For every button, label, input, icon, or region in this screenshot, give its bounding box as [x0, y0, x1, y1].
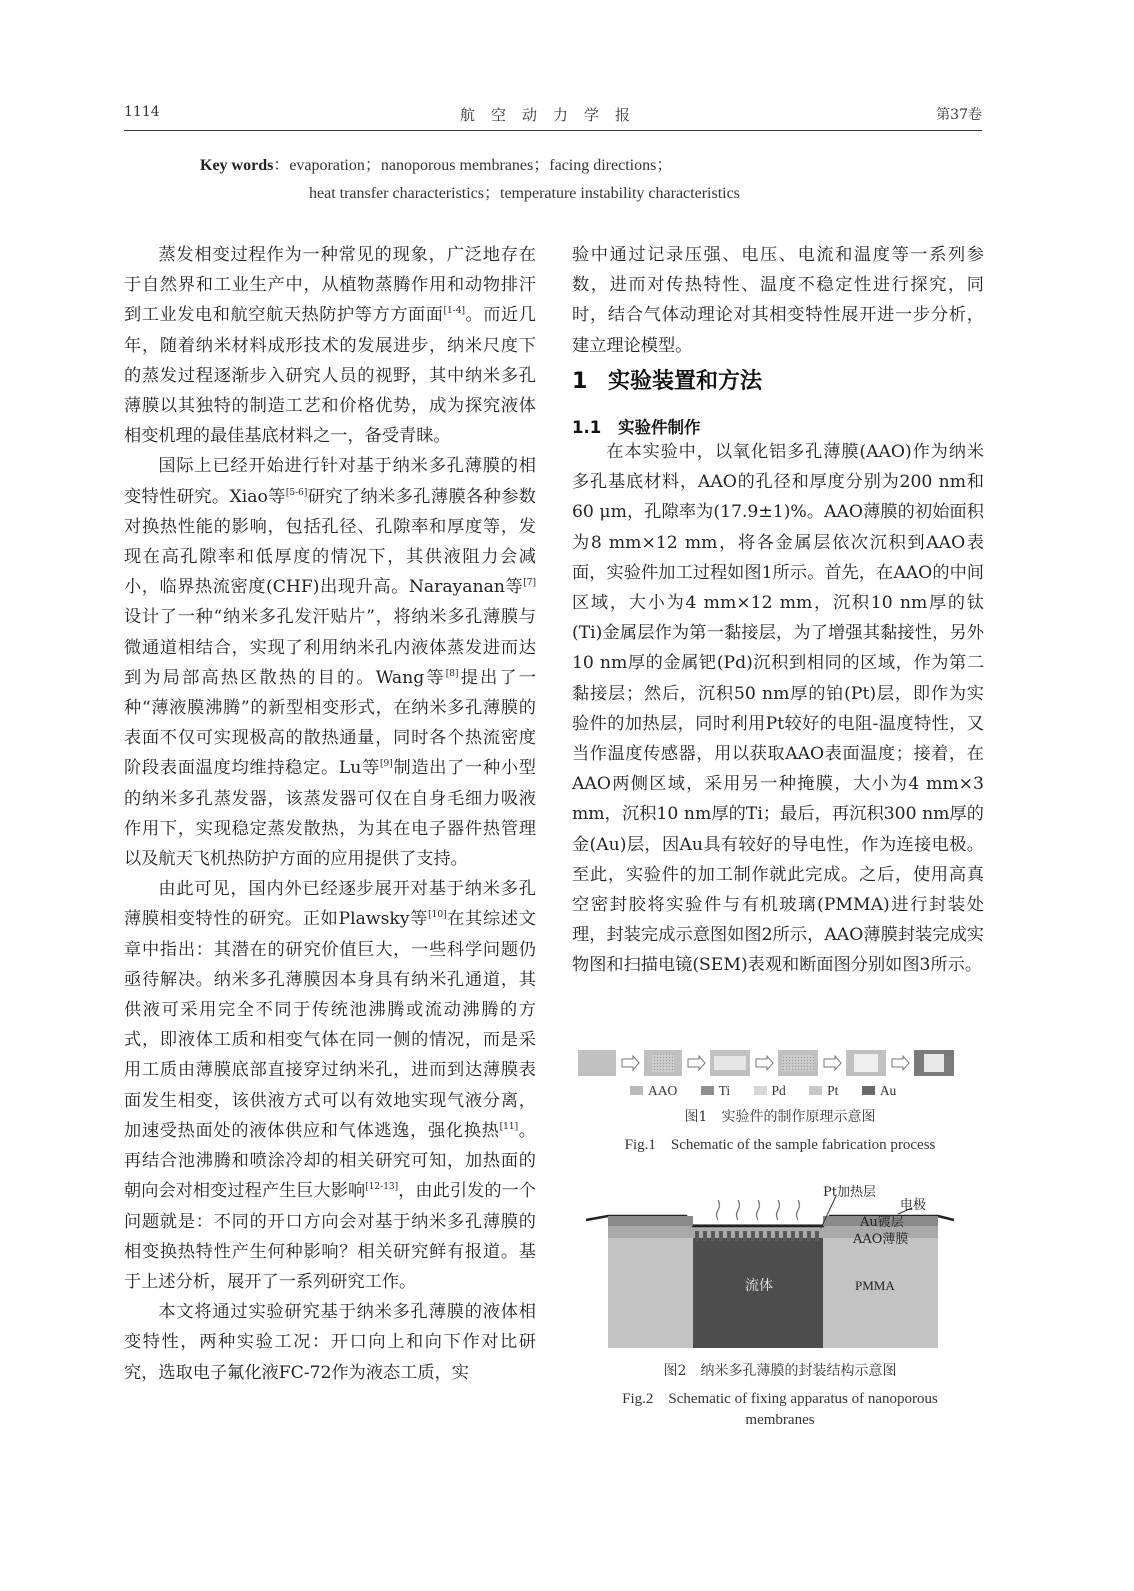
process-step-ti-side	[846, 1050, 886, 1076]
section-title: 实验装置和方法	[608, 369, 763, 394]
page-number: 1114	[124, 104, 160, 120]
text-run: 提出了一种“薄液膜沸腾”的新型相变形式，在纳米多孔薄膜的表面不仅可实现极高的散热通量，同时各个热流密度阶段表面温度均维持稳定。Lu等	[124, 667, 536, 779]
text-run: 制造出了一种小型的纳米多孔蒸发器，该蒸发器可仅在自身毛细力吸液作用下，实现稳定蒸发散热，为其在电子器件热管理以及航天飞机热防护方面的应用提供了支持。	[124, 758, 536, 870]
arrow-icon	[756, 1056, 773, 1070]
text-run: 在其综述文章中指出：其潜在的研究价值巨大，一些科学问题仍亟待解决。纳米多孔薄膜因本身具有纳米孔通道，其供液可采用完全不同于传统池沸腾或流动沸腾的方式，即液体工质和相变气体在同一侧的情况，而是采用工质由薄膜底部直接穿过纳米孔，进而到达薄膜表面发生相变，该供液方式可以有效地实现气液分离，加速受热面处的液体供应和气体逃逸，强化换热	[124, 909, 536, 1141]
process-step-pt	[778, 1050, 818, 1076]
citation-ref: [8]	[445, 668, 459, 679]
legend-item-au	[862, 1083, 897, 1099]
citation-ref: [9]	[379, 759, 393, 770]
legend-item-pd	[754, 1083, 786, 1099]
text-run: 蒸发相变过程作为一种常见的现象，广泛地存在于自然界和工业生产中，从植物蒸腾作用和动物排汗到工业发电和航空航天热防护等方方面面	[124, 245, 536, 326]
figure1-caption-cn: 图1 实验件的制作原理示意图	[684, 1109, 876, 1125]
fabrication-process-figure	[578, 1044, 978, 1084]
legend-swatch	[630, 1086, 643, 1095]
page-header	[124, 104, 982, 128]
citation-ref: [12-13]	[365, 1182, 399, 1193]
left-column	[124, 240, 536, 1388]
arrow-icon	[824, 1056, 841, 1070]
label-au-layer: Au镀层	[860, 1215, 904, 1230]
text-run: 研究了纳米多孔薄膜各种参数对换热性能的影响，包括孔径、孔隙率和厚度等，发现在高孔隙率和低厚度的情况下，其供液阻力会减小，临界热流密度(CHF)出现升高。Narayanan等	[124, 486, 536, 598]
citation-ref: [5-6]	[285, 487, 308, 498]
label-electrode: 电极	[900, 1198, 927, 1213]
arrow-icon	[688, 1056, 705, 1070]
process-step-pd	[710, 1050, 750, 1076]
section-number: 1	[572, 369, 588, 394]
label-pt-layer: Pt加热层	[823, 1185, 876, 1200]
legend-swatch	[809, 1086, 822, 1095]
subsection-title: 实验件制作	[618, 418, 701, 437]
figure1-caption-en: Fig.1 Schematic of the sample fabrication process	[624, 1137, 936, 1153]
vapor-icon	[717, 1200, 800, 1220]
citation-ref: [7]	[523, 578, 536, 589]
text-run: 。而近几年，随着纳米材料成形技术的发展进步，纳米尺度下的蒸发过程逐渐步入研究人员的视野，其中纳米多孔薄膜以其独特的制造工艺和价格优势，成为探究液体相变机理的最佳基底材料之一，备受青睐。	[124, 305, 536, 447]
journal-title: 航空动力学报	[459, 106, 646, 124]
process-step-ti	[644, 1050, 682, 1076]
legend-label: Ti	[718, 1083, 731, 1098]
text-run: 国际上已经开始进行针对基于纳米多孔薄膜的相变特性研究。Xiao等	[124, 456, 536, 507]
subsection-heading	[572, 414, 701, 438]
paragraph: 验中通过记录压强、电压、电流和温度等一系列参数，进而对传热特性、温度不稳定性进行探究，同时，结合气体动理论对其相变特性展开进一步分析，建立理论模型。	[572, 245, 984, 356]
citation-ref: [11]	[499, 1121, 519, 1132]
right-column-top	[572, 240, 984, 361]
legend-label: Au	[879, 1083, 897, 1098]
label-pmma: PMMA	[855, 1278, 895, 1293]
keywords-text-1: ：evaporation；nanoporous membranes；facing directions；	[273, 157, 673, 174]
packaging-structure-figure	[578, 1182, 978, 1352]
citation-ref: [10]	[428, 910, 447, 921]
legend-label: AAO	[648, 1083, 678, 1098]
arrow-icon	[892, 1056, 909, 1070]
legend-label: Pt	[827, 1083, 839, 1098]
arrow-icon	[622, 1056, 639, 1070]
figure1-legend	[630, 1083, 916, 1099]
legend-item-ti	[701, 1083, 731, 1099]
legend-swatch	[862, 1086, 875, 1095]
legend-item-pt	[809, 1083, 838, 1099]
section-heading	[572, 364, 762, 395]
legend-label: Pd	[771, 1083, 786, 1098]
process-step-aao	[578, 1050, 616, 1076]
header-rule	[124, 130, 982, 131]
paragraph	[124, 240, 536, 451]
keywords-block	[200, 152, 740, 208]
volume-label: 第37卷	[936, 107, 982, 123]
paragraph: 本文将通过实验研究基于纳米多孔薄膜的液体相变特性，两种实验工况：开口向上和向下作对比研究，选取电子氟化液FC-72作为液态工质，实	[124, 1302, 536, 1383]
figure2-caption-en-2: membranes	[745, 1412, 815, 1428]
figure2-caption-cn: 图2 纳米多孔薄膜的封装结构示意图	[663, 1363, 897, 1379]
text-run: 由此可见，国内外已经逐步展开对基于纳米多孔薄膜相变特性的研究。正如Plawsky等	[124, 879, 536, 930]
text-run: 设计了一种“纳米多孔发汗贴片”，将纳米多孔薄膜与微通道相结合，实现了利用纳米孔内液体蒸发进而达到为局部高热区散热的目的。Wang等	[124, 607, 536, 688]
paragraph	[124, 451, 536, 874]
citation-ref: [1-4]	[443, 306, 465, 317]
right-column-body	[572, 437, 984, 981]
keywords-label: Key words	[200, 157, 274, 174]
legend-swatch	[754, 1086, 767, 1095]
figure2-caption-en-1: Fig.2 Schematic of fixing apparatus of nanoporous	[622, 1391, 938, 1407]
keywords-line-2: heat transfer characteristics；temperature instability characteristics	[309, 185, 740, 202]
paragraph	[124, 874, 536, 1297]
subsection-number: 1.1	[572, 418, 602, 437]
legend-swatch	[701, 1086, 714, 1095]
text-run: ，由此引发的一个问题就是：不同的开口方向会对基于纳米多孔薄膜的相变换热特性产生何种影响？相关研究鲜有报道。基于上述分析，展开了一系列研究工作。	[124, 1181, 536, 1292]
keywords-line-1	[200, 152, 740, 180]
paragraph: 在本实验中，以氧化铝多孔薄膜(AAO)作为纳米多孔基底材料，AAO的孔径和厚度分别为200 nm和60 μm，孔隙率为(17.9±1)%。AAO薄膜的初始面积为8 mm×12 mm，将各金属层依次沉积到AAO表面，实验件加工过程如图1所示。首先，在AAO的中间区域，大小为4 mm×12 mm，沉积10 nm厚的钛(Ti)金属层作为第一黏接层，为了增强其黏接性，另外10 nm厚的金属钯(Pd)沉积到相同的区域，作为第二黏接层；然后，沉积50 nm厚的铂(Pt)层，即作为实验件的加热层，同时利用Pt较好的电阻-温度特性，又当作温度传感器，用以获取AAO表面温度；接着，在AAO两侧区域，采用另一种掩膜，大小为4 mm×3 mm，沉积10 nm厚的Ti；最后，再沉积300 nm厚的金(Au)层，因Au具有较好的导电性，作为连接电极。至此，实验件的加工制作就此完成。之后，使用高真空密封胶将实验件与有机玻璃(PMMA)进行封装处理，封装完成示意图如图2所示，AAO薄膜封装完成实物图和扫描电镜(SEM)表观和断面图分别如图3所示。	[572, 442, 984, 976]
process-step-au	[914, 1050, 954, 1076]
au-coating-left	[608, 1216, 693, 1226]
label-fluid: 流体	[745, 1278, 773, 1294]
label-aao-membrane: AAO薄膜	[853, 1232, 909, 1247]
text-run: 。再结合池沸腾和喷涂冷却的相关研究可知，加热面的朝向会对相变过程产生巨大影响	[124, 1120, 536, 1202]
legend-item-aao	[630, 1083, 677, 1099]
